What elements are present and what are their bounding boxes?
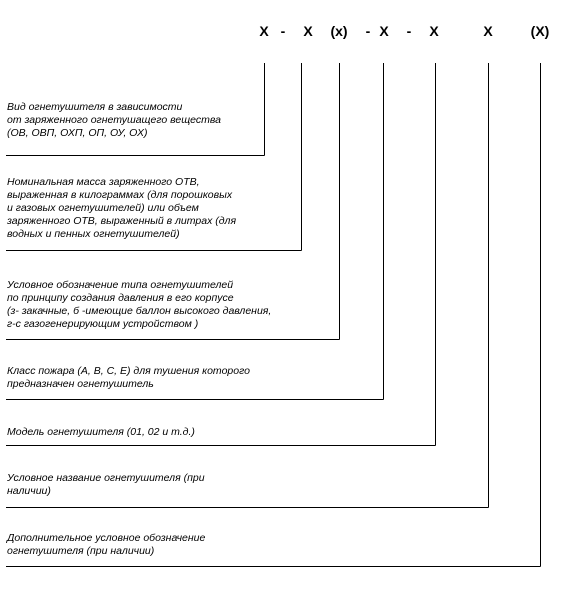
code-token-mass: X xyxy=(303,23,313,39)
description-line: Условное обозначение типа огнетушителей xyxy=(7,279,234,291)
description-pressure xyxy=(6,279,271,330)
code-token-type: X xyxy=(259,23,269,39)
description-line: Класс пожара (А, В, С, Е) для тушения которого xyxy=(7,365,250,377)
description-blocks xyxy=(6,101,271,557)
code-token-model: X xyxy=(429,23,439,39)
description-extra xyxy=(6,532,205,557)
description-name xyxy=(6,472,205,497)
description-line: и газовых огнетушителей) или объем xyxy=(7,202,199,214)
description-line: огнетушителя (при наличии) xyxy=(7,545,155,557)
code-token-sep3: - xyxy=(406,23,412,39)
description-line: (з- закачные, б -имеющие баллон высокого давления, xyxy=(7,305,272,317)
description-type xyxy=(7,101,221,139)
description-line: предназначен огнетушитель xyxy=(7,378,154,390)
description-line: (ОВ, ОВП, ОХП, ОП, ОУ, ОХ) xyxy=(7,127,148,139)
description-line: г-с газогенерирующим устройством ) xyxy=(7,318,199,330)
code-token-sep2: - xyxy=(365,23,371,39)
description-line: от заряженного огнетушащего вещества xyxy=(7,114,221,126)
description-line: заряженного ОТВ, выраженный в литрах (для xyxy=(7,215,237,227)
description-line: Вид огнетушителя в зависимости xyxy=(7,101,183,113)
description-line: Модель огнетушителя (01, 02 и т.д.) xyxy=(7,426,195,438)
description-line: Номинальная масса заряженного ОТВ, xyxy=(7,176,200,188)
description-line: Условное название огнетушителя (при xyxy=(7,472,205,484)
description-fireclass xyxy=(7,365,250,390)
description-line: наличии) xyxy=(7,485,51,497)
code-row xyxy=(259,23,549,39)
description-model xyxy=(7,426,195,438)
code-token-extra: (X) xyxy=(530,23,550,39)
description-line: по принципу создания давления в его корпусе xyxy=(7,292,234,304)
description-mass xyxy=(6,176,236,240)
code-token-name: X xyxy=(483,23,493,39)
code-token-sep1: - xyxy=(280,23,286,39)
code-token-pressure: (x) xyxy=(330,23,348,39)
description-line: выраженная в килограммах (для порошковых xyxy=(7,189,233,201)
code-token-fireclass: X xyxy=(379,23,389,39)
description-line: водных и пенных огнетушителей) xyxy=(7,228,180,240)
description-line: Дополнительное условное обозначение xyxy=(7,532,206,544)
